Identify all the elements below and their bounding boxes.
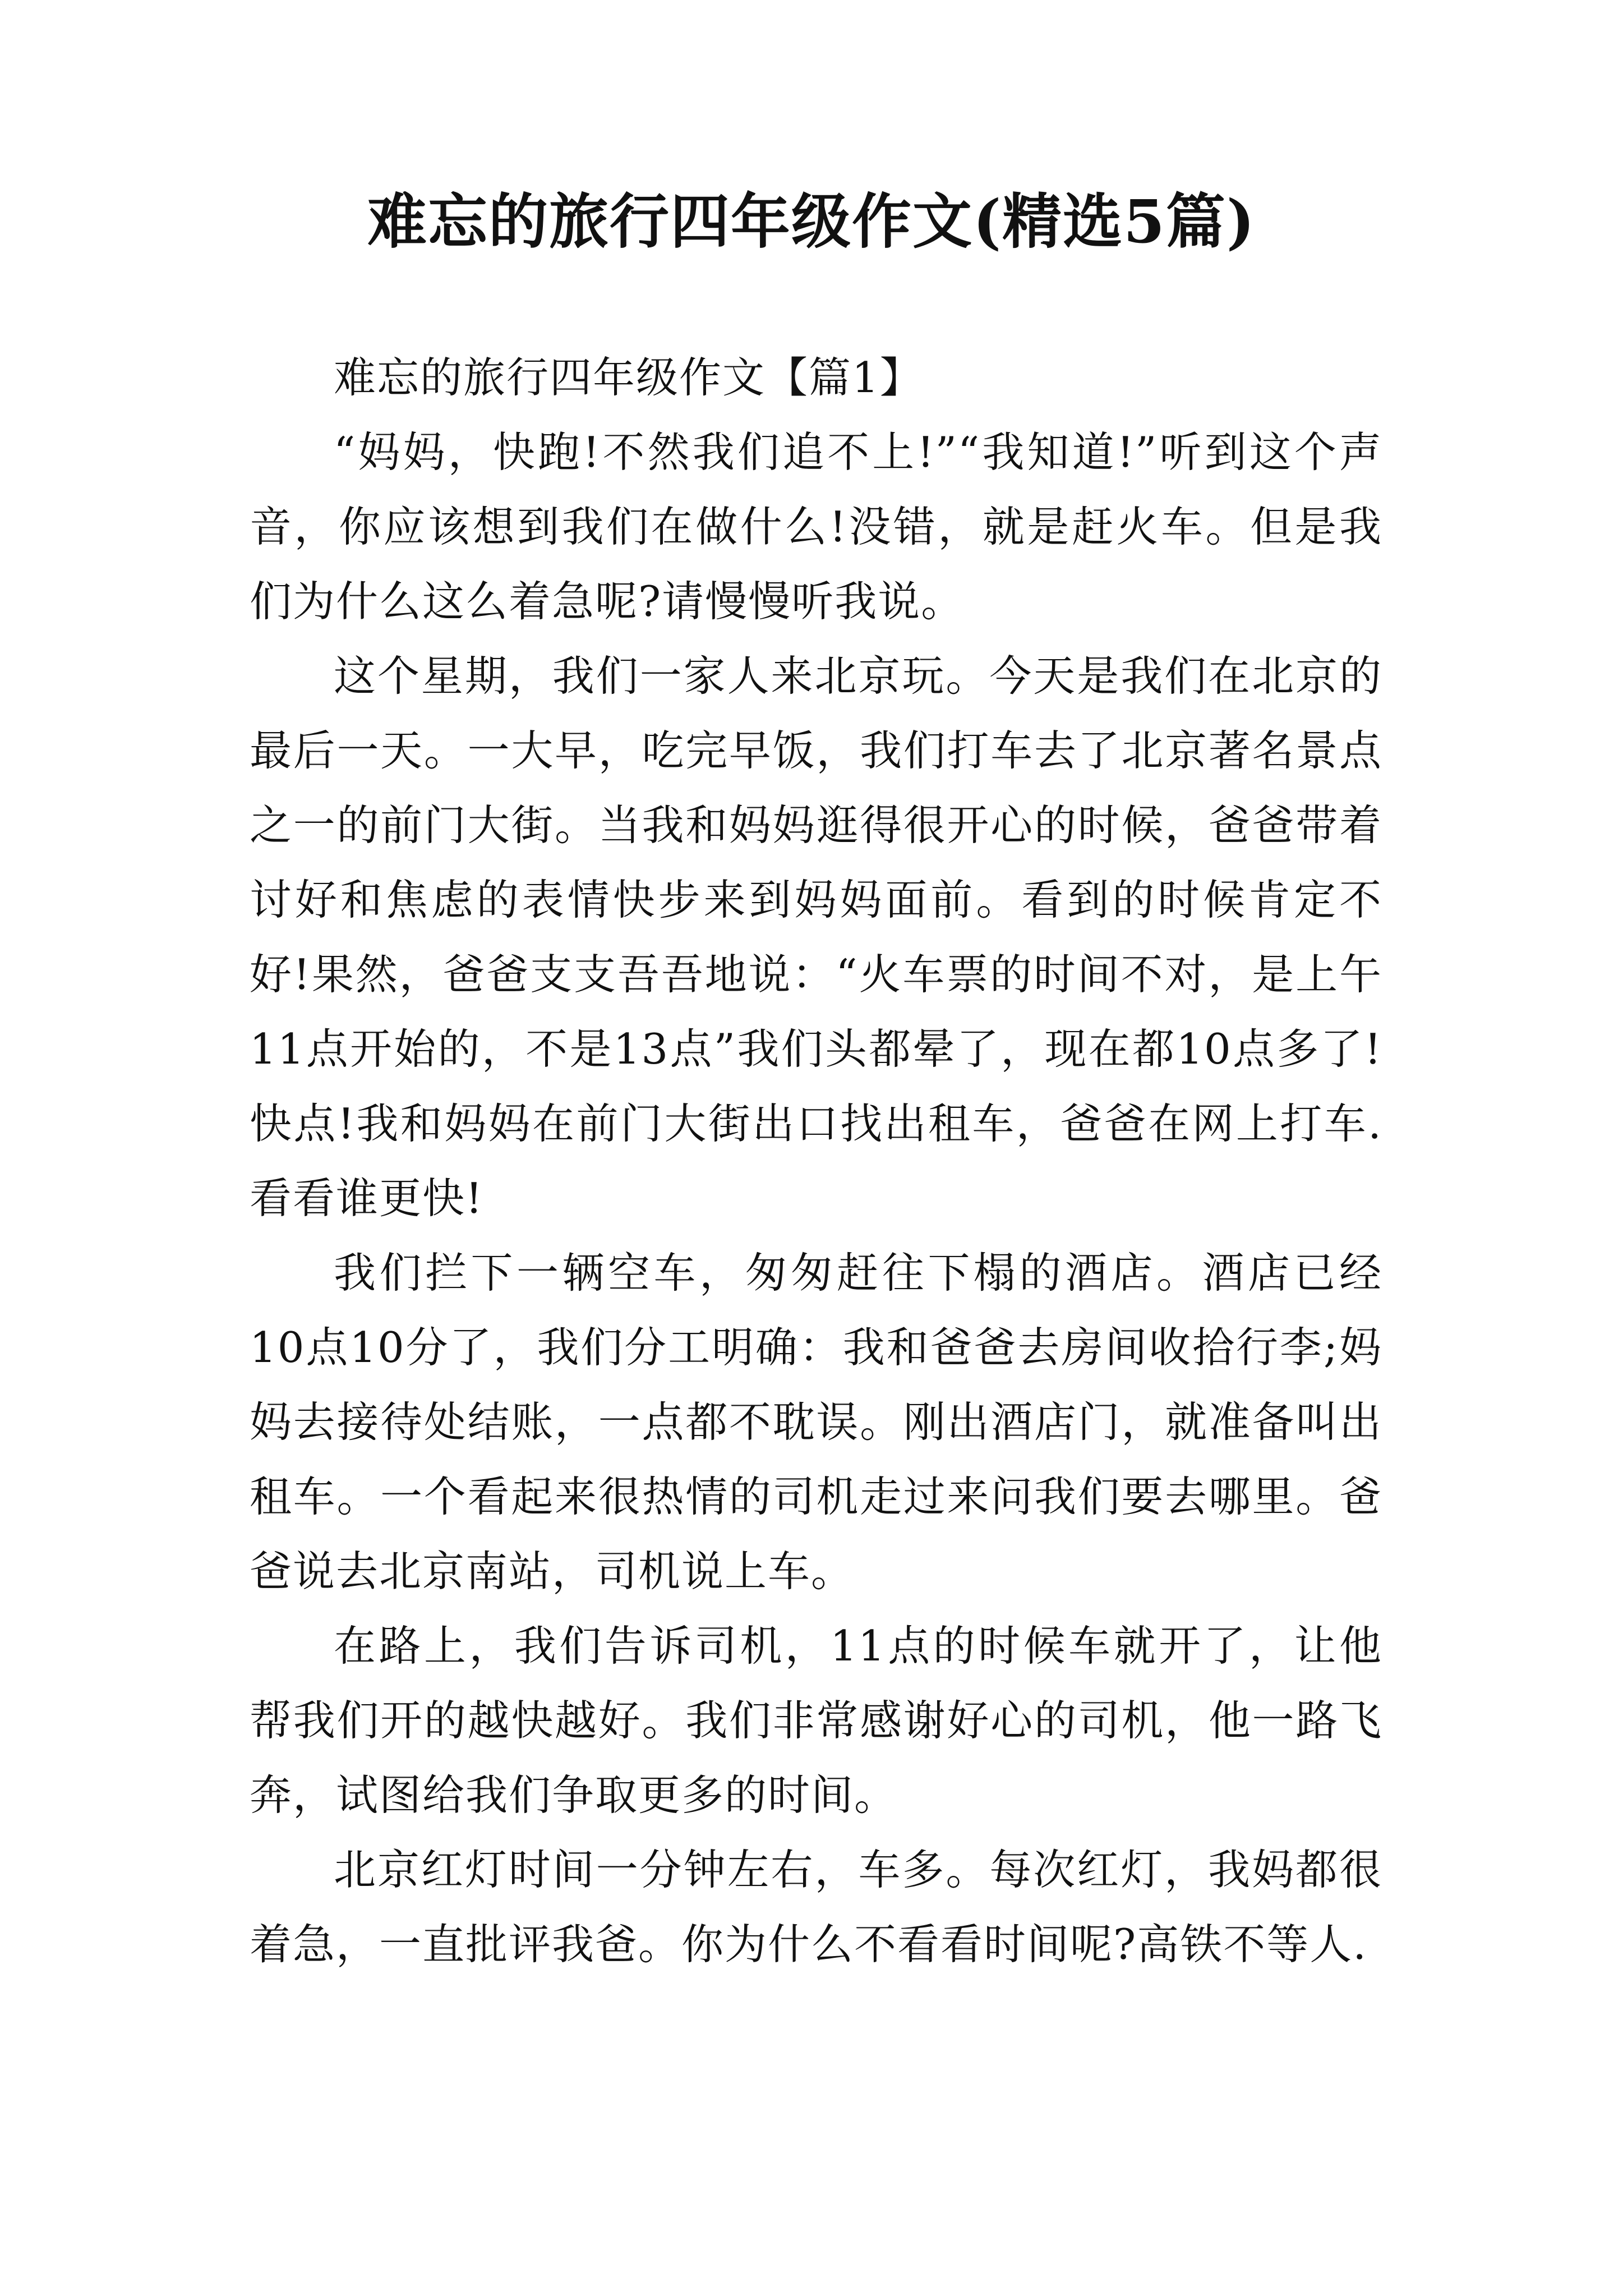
document-body [250,341,1382,1982]
paragraph: 在路上，我们告诉司机，11点的时候车就开了，让他帮我们开的越快越好。我们非常感谢好心的司机，他一路飞奔，试图给我们争取更多的时间。 [250,1621,1382,1820]
paragraph: 我们拦下一辆空车，匆匆赶往下榻的酒店。酒店已经10点10分了，我们分工明确：我和爸爸去房间收拾行李;妈妈去接待处结账，一点都不耽误。刚出酒店门，就准备叫出租车。一个看起来很热情的司机走过来问我们要去哪里。爸爸说去北京南站，司机说上车。 [250,1248,1382,1596]
document-title: 难忘的旅行四年级作文(精选5篇) [367,186,1256,256]
paragraph: 北京红灯时间一分钟左右，车多。每次红灯，我妈都很着急，一直批评我爸。你为什么不看看时间呢?高铁不等人. [250,1845,1382,1969]
section-heading: 难忘的旅行四年级作文【篇1】 [334,353,923,402]
paragraph: “妈妈，快跑!不然我们追不上!”“我知道!”听到这个声音，你应该想到我们在做什么!没错，就是赶火车。但是我们为什么这么着急呢?请慢慢听我说。 [250,427,1382,626]
paragraph: 这个星期，我们一家人来北京玩。今天是我们在北京的最后一天。一大早，吃完早饭，我们打车去了北京著名景点之一的前门大街。当我和妈妈逛得很开心的时候，爸爸带着讨好和焦虑的表情快步来到妈妈面前。看到的时候肯定不好!果然，爸爸支支吾吾地说：“火车票的时间不对，是上午11点开始的，不是13点”我们头都晕了，现在都10点多了!快点!我和妈妈在前门大街出口找出租车，爸爸在网上打车.看看谁更快! [250,651,1382,1223]
